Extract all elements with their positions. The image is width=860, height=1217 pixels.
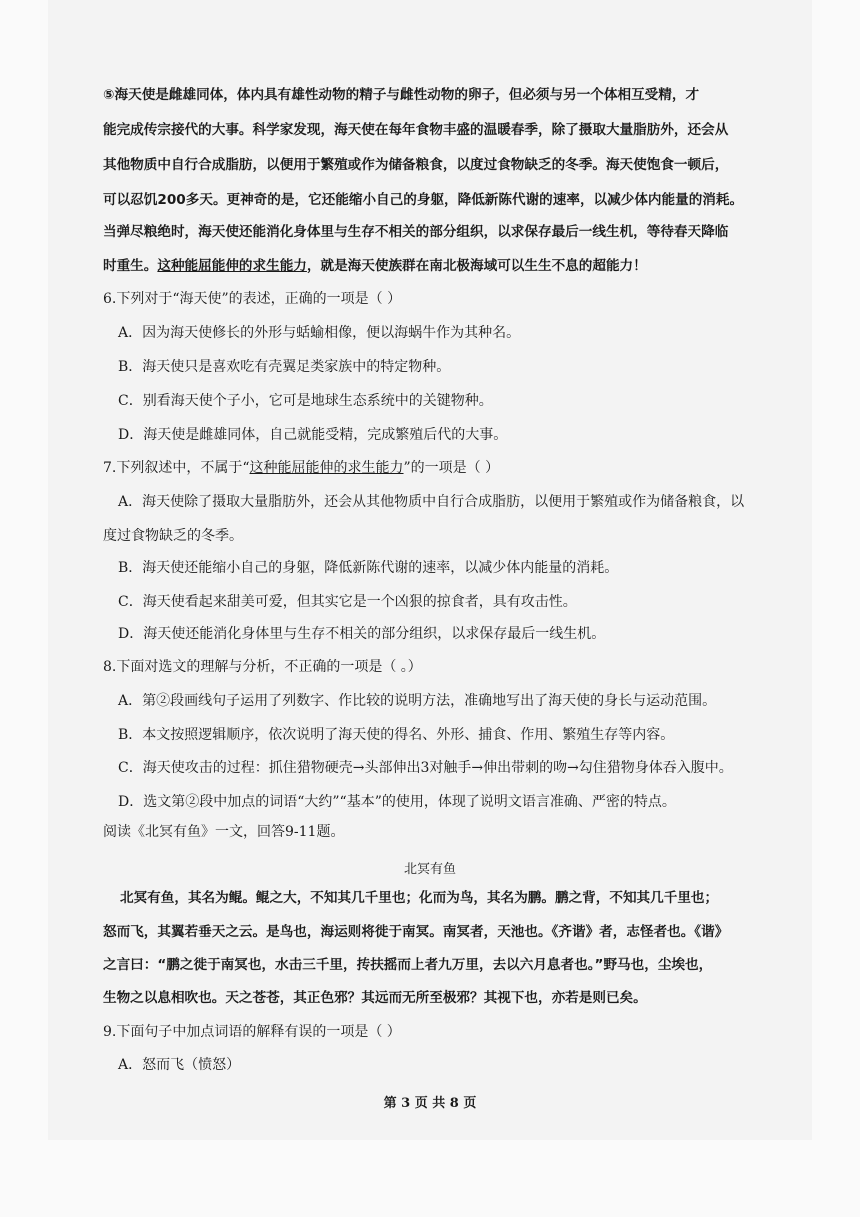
q6-option-c: C．别看海天使个子小，它可是地球生态系统中的关键物种。: [118, 393, 493, 409]
passage1-last-prefix: 时重生。: [103, 258, 158, 274]
q6-option-a: A．因为海天使修长的外形与蛞蝓相像，便以海蜗牛作为其种名。: [118, 325, 521, 341]
q7-option-a-line1: A．海天使除了摄取大量脂肪外，还会从其他物质中自行合成脂肪，以便用于繁殖或作为储备粮食，以: [118, 494, 745, 510]
passage1-underlined-phrase: 这种能屈能伸的求生能力: [157, 258, 307, 274]
q8-option-a: A．第②段画线句子运用了列数字、作比较的说明方法，准确地写出了海天使的身长与运动范围。: [118, 693, 717, 709]
q6-option-d: D．海天使是雌雄同体，自己就能受精，完成繁殖后代的大事。: [118, 427, 508, 443]
passage1-line-6: [103, 256, 647, 276]
passage1-line-1: ⑤海天使是雌雄同体，体内具有雄性动物的精子与雌性动物的卵子，但必须与另一个体相互受精，才: [103, 87, 700, 103]
passage2-line-4: 生物之以息相吹也。天之苍苍，其正色邪？其远而无所至极邪？其视下也，亦若是则已矣。: [103, 990, 647, 1006]
q8-option-d: D．选文第②段中加点的词语“大约”“基本”的使用，体现了说明文语言准确、严密的特点。: [118, 794, 676, 810]
q7-stem-suffix: ”的一项是（ ）: [403, 460, 500, 476]
passage1-line-2: 能完成传宗接代的大事。科学家发现，海天使在每年食物丰盛的温暖春季，除了摄取大量脂肪外，还会从: [103, 122, 729, 138]
passage2-line-2: 怒而飞，其翼若垂天之云。是鸟也，海运则将徙于南冥。南冥者，天池也。《齐谐》者，志怪者也。《谐》: [103, 924, 729, 940]
passage2-line-1: 北冥有鱼，其名为鲲。鲲之大，不知其几千里也；化而为鸟，其名为鹏。鹏之背，不知其几千里也；: [120, 890, 719, 906]
q7-option-d: D．海天使还能消化身体里与生存不相关的部分组织，以求保存最后一线生机。: [118, 626, 606, 642]
q7-stem-prefix: 7.下列叙述中，不属于“: [103, 460, 250, 476]
q7-stem-underlined: 这种能屈能伸的求生能力: [249, 460, 404, 476]
passage1-last-suffix: ，就是海天使族群在南北极海域可以生生不息的超能力！: [306, 258, 647, 274]
reading-intro: 阅读《北冥有鱼》一文，回答9-11题。: [103, 824, 345, 840]
q7-stem: [103, 458, 499, 478]
passage1-line-3: 其他物质中自行合成脂肪，以便用于繁殖或作为储备粮食，以度过食物缺乏的冬季。海天使饱食一顿后，: [103, 157, 729, 173]
passage1-line-5: 当弹尽粮绝时，海天使还能消化身体里与生存不相关的部分组织，以求保存最后一线生机，等待春天降临: [103, 224, 729, 240]
page-footer: 第 3 页 共 8 页: [383, 1096, 477, 1111]
passage2-title: 北冥有鱼: [403, 862, 456, 877]
passage2-line-3: 之言曰：“鹏之徙于南冥也，水击三千里，抟扶摇而上者九万里，去以六月息者也。”野马也，尘埃也，: [103, 957, 713, 973]
q9-option-a: A．怒而飞（愤怒）: [118, 1057, 241, 1073]
q6-stem: 6.下列对于“海天使”的表述，正确的一项是（ ）: [103, 291, 402, 307]
q8-option-c: C．海天使攻击的过程：抓住猎物硬壳→头部伸出3对触手→伸出带刺的吻→勾住猎物身体吞入腹中。: [118, 760, 733, 776]
q7-option-c: C．海天使看起来甜美可爱，但其实它是一个凶狠的掠食者，具有攻击性。: [118, 594, 577, 610]
q7-option-b: B．海天使还能缩小自己的身躯，降低新陈代谢的速率，以减少体内能量的消耗。: [118, 560, 619, 576]
q8-option-b: B．本文按照逻辑顺序，依次说明了海天使的得名、外形、捕食、作用、繁殖生存等内容。: [118, 727, 675, 743]
q9-stem: 9.下面句子中加点词语的解释有误的一项是（ ）: [103, 1024, 401, 1040]
q6-option-b: B．海天使只是喜欢吃有壳翼足类家族中的特定物种。: [118, 359, 451, 375]
q7-option-a-line2: 度过食物缺乏的冬季。: [103, 528, 243, 544]
q8-stem: 8.下面对选文的理解与分析，不正确的一项是（ 。）: [103, 659, 422, 675]
passage1-line-4: 可以忍饥200多天。更神奇的是，它还能缩小自己的身躯，降低新陈代谢的速率，以减少体内能量的消耗。: [103, 192, 744, 208]
